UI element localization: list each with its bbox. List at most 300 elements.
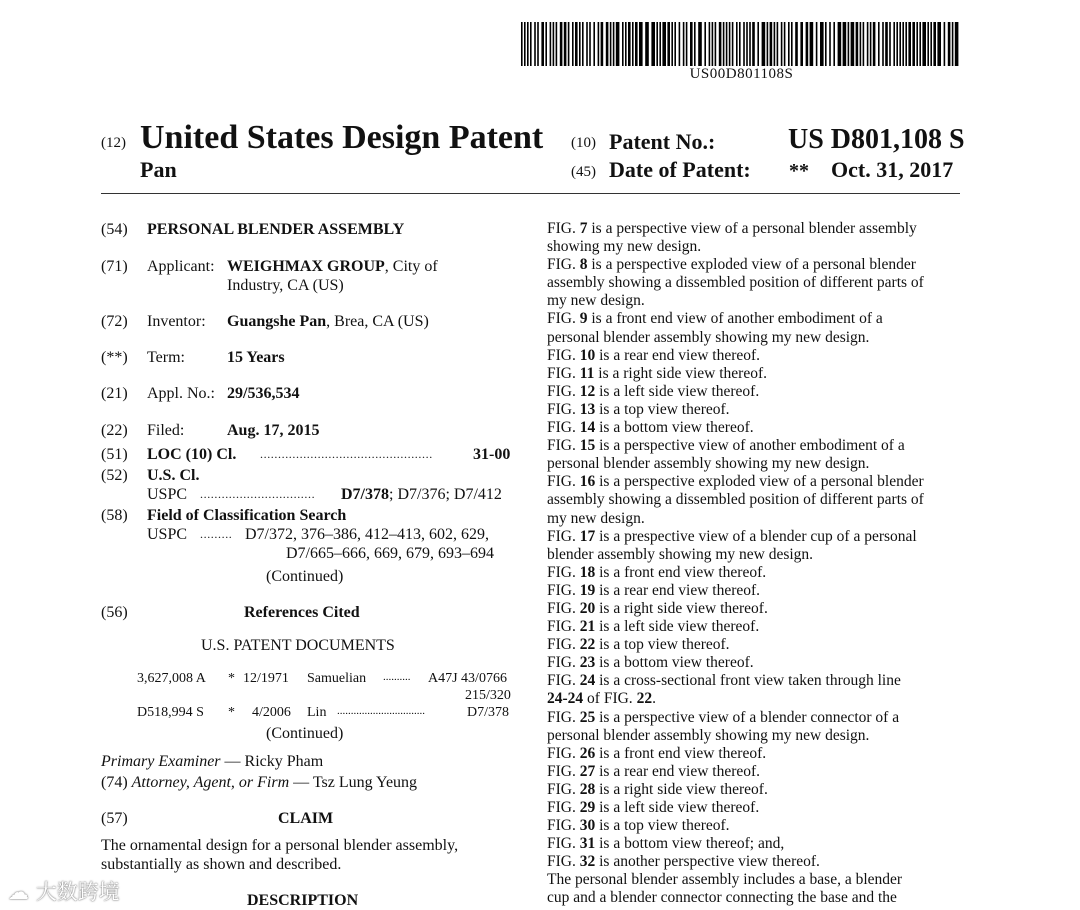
figure-text: is a bottom view thereof. <box>595 654 754 672</box>
barcode-bar <box>838 22 842 66</box>
barcode-bar <box>743 22 745 66</box>
barcode-bar <box>712 22 714 66</box>
barcode-bar <box>762 22 766 66</box>
barcode-bar <box>893 22 895 66</box>
figure-text: is a bottom view thereof. <box>595 419 754 437</box>
figure-description-line <box>547 817 960 835</box>
barcode-bar <box>752 22 755 66</box>
barcode-bar <box>530 22 532 66</box>
figure-description-line <box>547 510 960 528</box>
barcode-bar <box>662 22 666 66</box>
barcode-bar <box>952 22 954 66</box>
barcode-bar <box>606 22 609 66</box>
attorney-line <box>101 773 417 792</box>
figure-text: my new design. <box>547 292 645 310</box>
claim-heading: CLAIM <box>278 810 334 827</box>
barcode-bar <box>878 22 880 66</box>
figure-number: 23 <box>579 654 596 672</box>
applicant-value <box>227 257 438 276</box>
field-search-label: Field of Classification Search <box>147 507 347 524</box>
barcode-bar <box>524 22 526 66</box>
code-72: (72) <box>101 313 128 330</box>
loc-dots: ................................................ <box>260 447 433 461</box>
barcode-bar <box>686 22 688 66</box>
figure-text: is a bottom view thereof; and, <box>595 835 785 853</box>
figure-text: FIG. <box>547 744 580 762</box>
figure-text: is a right side view thereof. <box>595 780 768 798</box>
barcode-bar <box>757 22 759 66</box>
figure-text: FIG. <box>547 581 580 599</box>
barcode-bar <box>930 22 932 66</box>
barcode-bar <box>674 22 676 66</box>
barcode-bar <box>810 22 814 66</box>
figure-number: 22 <box>579 636 596 654</box>
date-marker: ** <box>789 160 809 182</box>
ref-class: D7/378 <box>467 705 509 720</box>
barcode-bar <box>933 22 936 66</box>
barcode-bar <box>683 22 685 66</box>
figure-text: is a perspective view of another embodiment of a <box>595 437 905 455</box>
figure-number: 26 <box>579 744 596 762</box>
barcode-bar <box>781 22 783 66</box>
figure-text: FIG. <box>547 817 580 835</box>
figure-number: 11 <box>579 364 595 382</box>
barcode-bar <box>698 22 702 66</box>
ref-dots: ................................ <box>337 705 425 717</box>
figure-text: assembly showing a dissembled position of different parts of <box>547 274 924 292</box>
figure-description-line <box>547 582 960 600</box>
figure-text: assembly showing a dissembled position of different parts of <box>547 491 924 509</box>
inventor-value <box>227 312 429 331</box>
figure-description-line <box>547 709 960 727</box>
code-term: (**) <box>101 349 128 366</box>
figure-number: 8 <box>579 256 588 274</box>
ref-class: A47J 43/0766 <box>428 671 507 686</box>
barcode-bar <box>848 22 850 66</box>
us-patent-documents: U.S. PATENT DOCUMENTS <box>201 637 395 654</box>
figure-number: 7 <box>579 220 588 237</box>
figure-number: 25 <box>579 708 596 726</box>
figure-number: 28 <box>579 780 596 798</box>
barcode-bar <box>690 22 693 66</box>
barcode-bar <box>651 22 655 66</box>
applicant-location-2: Industry, CA (US) <box>227 277 344 294</box>
barcode-bar <box>912 22 915 66</box>
barcode-bar <box>632 22 634 66</box>
attorney-label: Attorney, Agent, or Firm <box>131 774 290 791</box>
barcode-bar <box>770 22 773 66</box>
uspc-other-classes: ; D7/376; D7/412 <box>389 486 502 503</box>
primary-examiner <box>101 752 323 771</box>
code-71: (71) <box>101 258 128 275</box>
figure-number: 27 <box>579 762 596 780</box>
loc-value: 31-00 <box>473 446 511 463</box>
barcode-bar <box>679 22 681 66</box>
figure-description-line <box>547 491 960 509</box>
figure-text: FIG. <box>547 527 580 545</box>
barcode-bar <box>777 22 779 66</box>
search-uspc-dots: ......... <box>200 527 233 541</box>
figure-description-line <box>547 238 960 256</box>
figure-description-line <box>547 618 960 636</box>
barcode-bar <box>843 22 847 66</box>
barcode-bar <box>560 22 563 66</box>
figure-text: FIG. <box>547 654 580 672</box>
ref-date: 4/2006 <box>252 705 291 720</box>
figure-text: is another perspective view thereof. <box>595 853 820 871</box>
figure-text: is a left side view thereof. <box>595 382 760 400</box>
barcode-bar <box>656 22 658 66</box>
figure-text: is a front end view of another embodiment of a <box>587 310 883 328</box>
figure-text: FIG. <box>547 835 580 853</box>
barcode-image <box>521 22 962 66</box>
figure-description-line <box>547 419 960 437</box>
barcode-bar <box>816 22 818 66</box>
figure-description-line <box>547 455 960 473</box>
barcode-bar <box>833 22 835 66</box>
inventor-surname: Pan <box>140 157 177 182</box>
figure-text: is a top view thereof. <box>595 636 730 654</box>
barcode-bar <box>667 22 670 66</box>
barcode-bar <box>896 22 898 66</box>
barcode-bar <box>639 22 643 66</box>
barcode-bar <box>732 22 734 66</box>
figure-description-line <box>547 727 960 745</box>
barcode-bar <box>870 22 872 66</box>
barcode-bar <box>829 22 831 66</box>
barcode-bar <box>882 22 884 66</box>
figure-text: FIG. <box>547 364 580 382</box>
figure-number: 19 <box>579 581 596 599</box>
barcode-bar <box>736 22 738 66</box>
barcode-bar <box>550 22 552 66</box>
barcode-bar <box>521 22 523 66</box>
barcode-bar <box>791 22 793 66</box>
figure-text: FIG. <box>547 346 580 364</box>
code-74: (74) <box>101 774 128 791</box>
figure-text: FIG. <box>547 563 580 581</box>
barcode-bar <box>784 22 786 66</box>
figure-text: FIG. <box>547 400 580 418</box>
code-10: (10) <box>571 135 596 151</box>
barcode-bar <box>671 22 673 66</box>
figure-text: is a perspective exploded view of a personal blender <box>587 256 916 274</box>
barcode-bar <box>545 22 547 66</box>
ref-class-2: 215/320 <box>465 688 511 703</box>
figure-text: FIG. <box>547 636 580 654</box>
figure-text: FIG. <box>547 618 580 636</box>
figure-number: 14 <box>579 419 596 437</box>
figure-description-line <box>547 274 960 292</box>
inventor-label: Inventor: <box>147 313 206 330</box>
figure-description-line <box>547 763 960 781</box>
barcode-bar <box>579 22 581 66</box>
code-56: (56) <box>101 604 128 621</box>
figure-description-line <box>547 292 960 310</box>
figure-text: blender assembly showing my new design. <box>547 545 814 563</box>
barcode-bar <box>867 22 869 66</box>
barcode-bar <box>851 22 855 66</box>
term-label: Term: <box>147 349 185 366</box>
barcode-bar <box>610 22 612 66</box>
figure-number: 32 <box>579 853 596 871</box>
figure-text: is a rear end view thereof. <box>595 346 761 364</box>
barcode-bar <box>645 22 649 66</box>
barcode-bar <box>534 22 536 66</box>
figure-text: FIG. <box>547 256 580 274</box>
filed-value: Aug. 17, 2015 <box>227 422 320 439</box>
figure-text: is a perspective view of a blender connector of a <box>595 708 900 726</box>
barcode-bar <box>739 22 741 66</box>
applicant-name: WEIGHMAX GROUP <box>227 258 385 275</box>
barcode-bar <box>885 22 888 66</box>
figure-text: FIG. <box>547 799 580 816</box>
ref-dots: .......... <box>383 671 411 683</box>
attorney-name: — Tsz Lung Yeung <box>289 774 418 791</box>
search-line-1: D7/372, 376–386, 412–413, 602, 629, <box>245 526 489 543</box>
title-of-design: PERSONAL BLENDER ASSEMBLY <box>147 221 405 238</box>
barcode-bar <box>613 22 615 66</box>
barcode-bar <box>902 22 904 66</box>
figure-description-line <box>547 889 960 907</box>
examiner-name: — Ricky Pham <box>220 753 324 770</box>
figure-description-line <box>547 672 960 690</box>
figure-number: 13 <box>579 400 596 418</box>
code-54: (54) <box>101 221 128 238</box>
figure-text: . <box>652 690 656 708</box>
code-51: (51) <box>101 446 128 463</box>
claim-line-1: The ornamental design for a personal blender assembly, <box>101 837 459 854</box>
barcode-bar <box>788 22 790 66</box>
loc-label: LOC (10) Cl. <box>147 446 237 463</box>
watermark-icon: ☁ <box>8 880 36 904</box>
figure-description-line <box>547 546 960 564</box>
figure-text: is a right side view thereof. <box>594 364 767 382</box>
figure-number: 15 <box>579 437 596 455</box>
barcode-bar <box>625 22 627 66</box>
applicant-location: , City of <box>384 258 438 275</box>
figure-text: FIG. <box>547 310 580 328</box>
figure-text: FIG. <box>547 220 580 237</box>
barcode-bar <box>927 22 929 66</box>
search-line-2: D7/665–666, 669, 679, 693–694 <box>286 545 494 562</box>
figure-text: is a cross-sectional front view taken through line <box>595 672 901 690</box>
code-52: (52) <box>101 467 128 484</box>
figure-number: 12 <box>579 382 596 400</box>
claim-line-2: substantially as shown and described. <box>101 856 342 873</box>
figure-number: 29 <box>579 799 596 816</box>
figure-text: FIG. <box>547 473 580 491</box>
figure-number: 22 <box>636 690 653 708</box>
figure-text: showing my new design. <box>547 238 702 256</box>
code-45: (45) <box>571 164 596 180</box>
term-value: 15 Years <box>227 349 285 366</box>
figure-number: 17 <box>579 527 596 545</box>
figure-description-line <box>547 528 960 546</box>
figure-text: is a top view thereof. <box>595 817 730 835</box>
figure-text: is a front end view thereof. <box>595 744 767 762</box>
barcode-bar <box>709 22 711 66</box>
examiner-label: Primary Examiner <box>101 753 221 770</box>
figure-number: 24-24 <box>547 690 584 708</box>
code-22: (22) <box>101 422 128 439</box>
barcode-number: US00D801108S <box>689 66 794 82</box>
barcode-bar <box>635 22 638 66</box>
figure-text: personal blender assembly showing my new design. <box>547 455 870 473</box>
barcode-bar <box>856 22 859 66</box>
figure-text: FIG. <box>547 708 580 726</box>
date-label: Date of Patent: <box>609 157 751 182</box>
figure-text: FIG. <box>547 437 580 455</box>
figure-text: is a prespective view of a blender cup of a personal <box>595 527 917 545</box>
barcode-bar <box>553 22 555 66</box>
figure-description-line <box>547 347 960 365</box>
barcode-bar <box>582 22 584 66</box>
code-58: (58) <box>101 507 128 524</box>
figure-description-line <box>547 437 960 455</box>
barcode-bar <box>749 22 751 66</box>
code-21: (21) <box>101 385 128 402</box>
patent-no-label: Patent No.: <box>609 129 716 154</box>
ref-name: Lin <box>307 705 327 720</box>
figure-description-line <box>547 473 960 491</box>
barcode-bar <box>806 22 809 66</box>
code-57: (57) <box>101 810 128 827</box>
barcode-bar <box>889 22 891 66</box>
figure-text: is a right side view thereof. <box>595 599 768 617</box>
barcode-bar <box>628 22 631 66</box>
ref-name: Samuelian <box>307 671 367 686</box>
barcode-bar <box>919 22 921 66</box>
figure-text: FIG. <box>547 853 580 871</box>
figure-text: is a rear end view thereof. <box>595 762 761 780</box>
figure-description-line <box>547 853 960 871</box>
patent-date: Oct. 31, 2017 <box>831 157 954 182</box>
barcode-bar <box>715 22 717 66</box>
uspc-dots: ................................ <box>200 487 316 501</box>
barcode-bar <box>598 22 600 66</box>
figure-number: 24 <box>579 672 596 690</box>
barcode-bar <box>729 22 731 66</box>
figure-text: is a front end view thereof. <box>595 563 767 581</box>
code-12: (12) <box>101 135 126 151</box>
barcode-bar <box>586 22 588 66</box>
barcode-bar <box>575 22 578 66</box>
barcode-bar <box>820 22 824 66</box>
figure-text: is a perspective view of a personal blender assembly <box>587 220 917 237</box>
applicant-label: Applicant: <box>147 258 215 275</box>
figure-text: FIG. <box>547 762 580 780</box>
figure-text: my new design. <box>547 509 645 527</box>
barcode-bar <box>905 22 907 66</box>
figure-number: 21 <box>579 618 596 636</box>
barcode-bar <box>774 22 776 66</box>
figure-text: FIG. <box>547 382 580 400</box>
figure-description-line <box>547 564 960 582</box>
figure-description-line <box>547 835 960 853</box>
barcode-bar <box>589 22 591 66</box>
barcode-bar <box>726 22 728 66</box>
barcode-bar <box>659 22 661 66</box>
barcode-bar <box>922 22 926 66</box>
figure-description-line <box>547 654 960 672</box>
patent-number: US D801,108 S <box>788 124 965 155</box>
barcode-bar <box>948 22 951 66</box>
appl-no-label: Appl. No.: <box>147 385 215 402</box>
barcode-bar <box>556 22 558 66</box>
barcode-bar <box>873 22 876 66</box>
barcode-bar <box>795 22 798 66</box>
figure-number: 18 <box>579 563 596 581</box>
figure-description-line <box>547 256 960 274</box>
barcode-bar <box>601 22 604 66</box>
figure-description-line <box>547 781 960 799</box>
figure-text: FIG. <box>547 419 580 437</box>
search-uspc-label: USPC <box>147 526 188 543</box>
barcode-bar <box>825 22 827 66</box>
figure-description-line <box>547 329 960 347</box>
barcode-bar <box>568 22 570 66</box>
uspc-main-class: D7/378 <box>341 486 389 503</box>
barcode-bar <box>723 22 725 66</box>
barcode-bar <box>916 22 918 66</box>
barcode-bar <box>593 22 595 66</box>
references-continued: (Continued) <box>266 725 344 742</box>
ref-number: 3,627,008 A <box>137 671 206 686</box>
figure-description-line <box>547 401 960 419</box>
barcode-bar <box>572 22 574 66</box>
figure-number: 20 <box>579 599 596 617</box>
figure-number: 9 <box>579 310 588 328</box>
ref-number: D518,994 S <box>137 705 204 720</box>
ref-star: * <box>228 705 235 720</box>
document-title: United States Design Patent <box>140 119 544 156</box>
figure-number: 16 <box>579 473 596 491</box>
uspc-value <box>341 485 502 504</box>
figure-descriptions <box>547 220 960 908</box>
figure-description-line <box>547 690 960 708</box>
figure-number: 31 <box>579 835 596 853</box>
barcode-bar <box>860 22 862 66</box>
figure-text: personal blender assembly showing my new design. <box>547 726 870 744</box>
us-cl-label: U.S. Cl. <box>147 467 200 484</box>
barcode-bar <box>767 22 769 66</box>
appl-no-value: 29/536,534 <box>227 385 300 402</box>
barcode-bar <box>746 22 748 66</box>
barcode-bar <box>899 22 901 66</box>
figure-text: FIG. <box>547 599 580 617</box>
watermark-logo <box>8 876 120 906</box>
figure-description-line <box>547 383 960 401</box>
figure-text: The personal blender assembly includes a base, a blender <box>547 871 903 889</box>
figure-text: FIG. <box>547 672 580 690</box>
barcode-bar <box>541 22 544 66</box>
barcode-bar <box>564 22 567 66</box>
ref-date: 12/1971 <box>243 671 289 686</box>
uspc-label: USPC <box>147 486 188 503</box>
figure-number: 10 <box>579 346 596 364</box>
figure-text: is a left side view thereof. <box>595 618 760 636</box>
figure-text: of FIG. <box>583 690 637 708</box>
figure-text: is a perspective exploded view of a personal blender <box>595 473 924 491</box>
figure-description-line <box>547 745 960 763</box>
figure-text: is a left side view thereof. <box>595 799 760 816</box>
references-heading: References Cited <box>244 604 360 621</box>
figure-text: cup and a blender connector connecting the base and the <box>547 889 897 907</box>
figure-text: is a rear end view thereof. <box>595 581 761 599</box>
figure-description-line <box>547 220 960 238</box>
barcode-bar <box>863 22 865 66</box>
